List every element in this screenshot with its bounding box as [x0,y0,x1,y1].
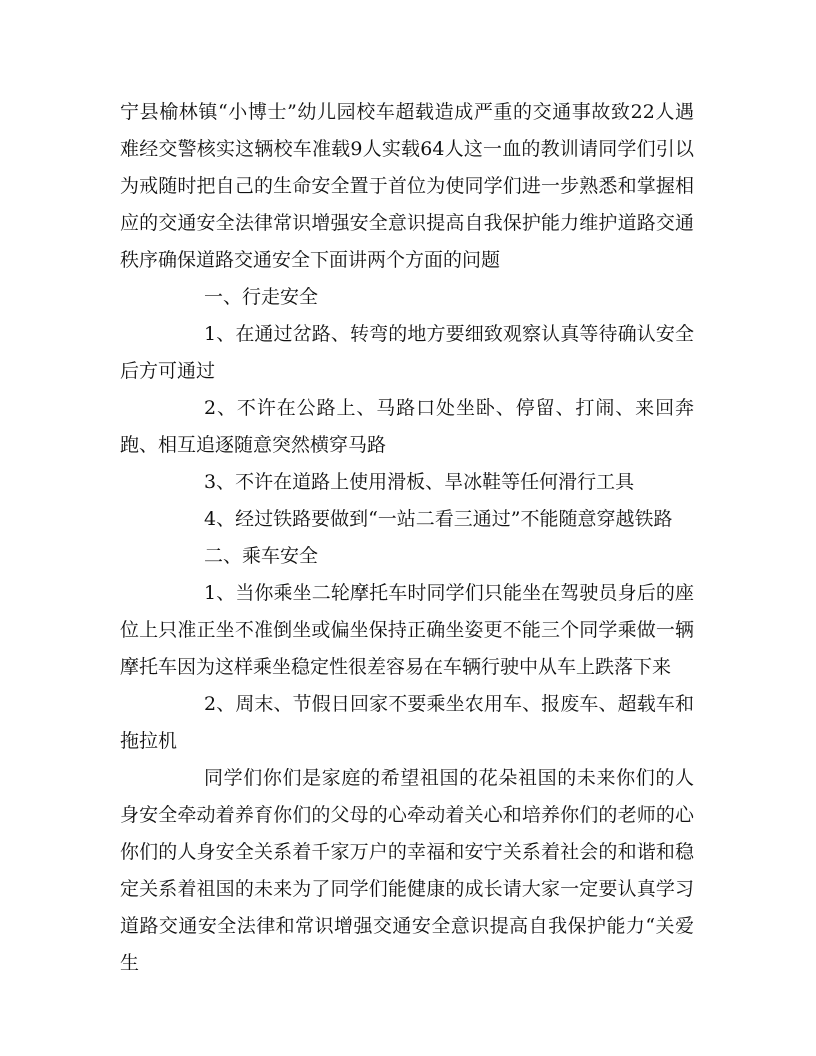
list-item-walking-1: 1、在通过岔路、转弯的地方要细致观察认真等待确认安全后方可通过 [120,323,694,382]
list-item-walking-2: 2、不许在公路上、马路口处坐卧、停留、打闹、来回奔跑、相互追逐随意突然横穿马路 [120,397,694,456]
list-item-walking-3: 3、不许在道路上使用滑板、旱冰鞋等任何滑行工具 [204,471,635,493]
list-item-riding-1: 1、当你乘坐二轮摩托车时同学们只能坐在驾驶员身后的座位上只准正坐不准倒坐或偏坐保持正确坐姿更不能三个同学乘做一辆摩托车因为这样乘坐稳定性很差容易在车辆行驶中从车上跌落下来 [120,582,694,678]
heading-riding-safety: 二、乘车安全 [204,545,319,567]
paragraph-closing: 同学们你们是家庭的希望祖国的花朵祖国的未来你们的人身安全牵动着养育你们的父母的心牵动着关心和培养你们的老师的心你们的人身安全关系着千家万户的幸福和安宁关系着社会的和谐和稳定关系着祖国的未来为了同学们能健康的成长请大家一定要认真学习道路交通安全法律和常识增强交通安全意识提高自我保护能力“关爱生 [120,767,694,974]
document-page [120,94,694,982]
paragraph-intro: 宁县榆林镇“小博士”幼儿园校车超载造成严重的交通事故致22人遇难经交警核实这辆校车准载9人实载64人这一血的教训请同学们引以为戒随时把自己的生命安全置于首位为使同学们进一步熟悉和掌握相应的交通安全法律常识增强安全意识提高自我保护能力维护道路交通秩序确保道路交通安全下面讲两个方面的问题 [120,101,694,271]
heading-walking-safety: 一、行走安全 [204,286,319,308]
list-item-walking-4: 4、经过铁路要做到“一站二看三通过”不能随意穿越铁路 [204,508,673,530]
list-item-riding-2: 2、周末、节假日回家不要乘坐农用车、报废车、超载车和拖拉机 [120,693,694,752]
